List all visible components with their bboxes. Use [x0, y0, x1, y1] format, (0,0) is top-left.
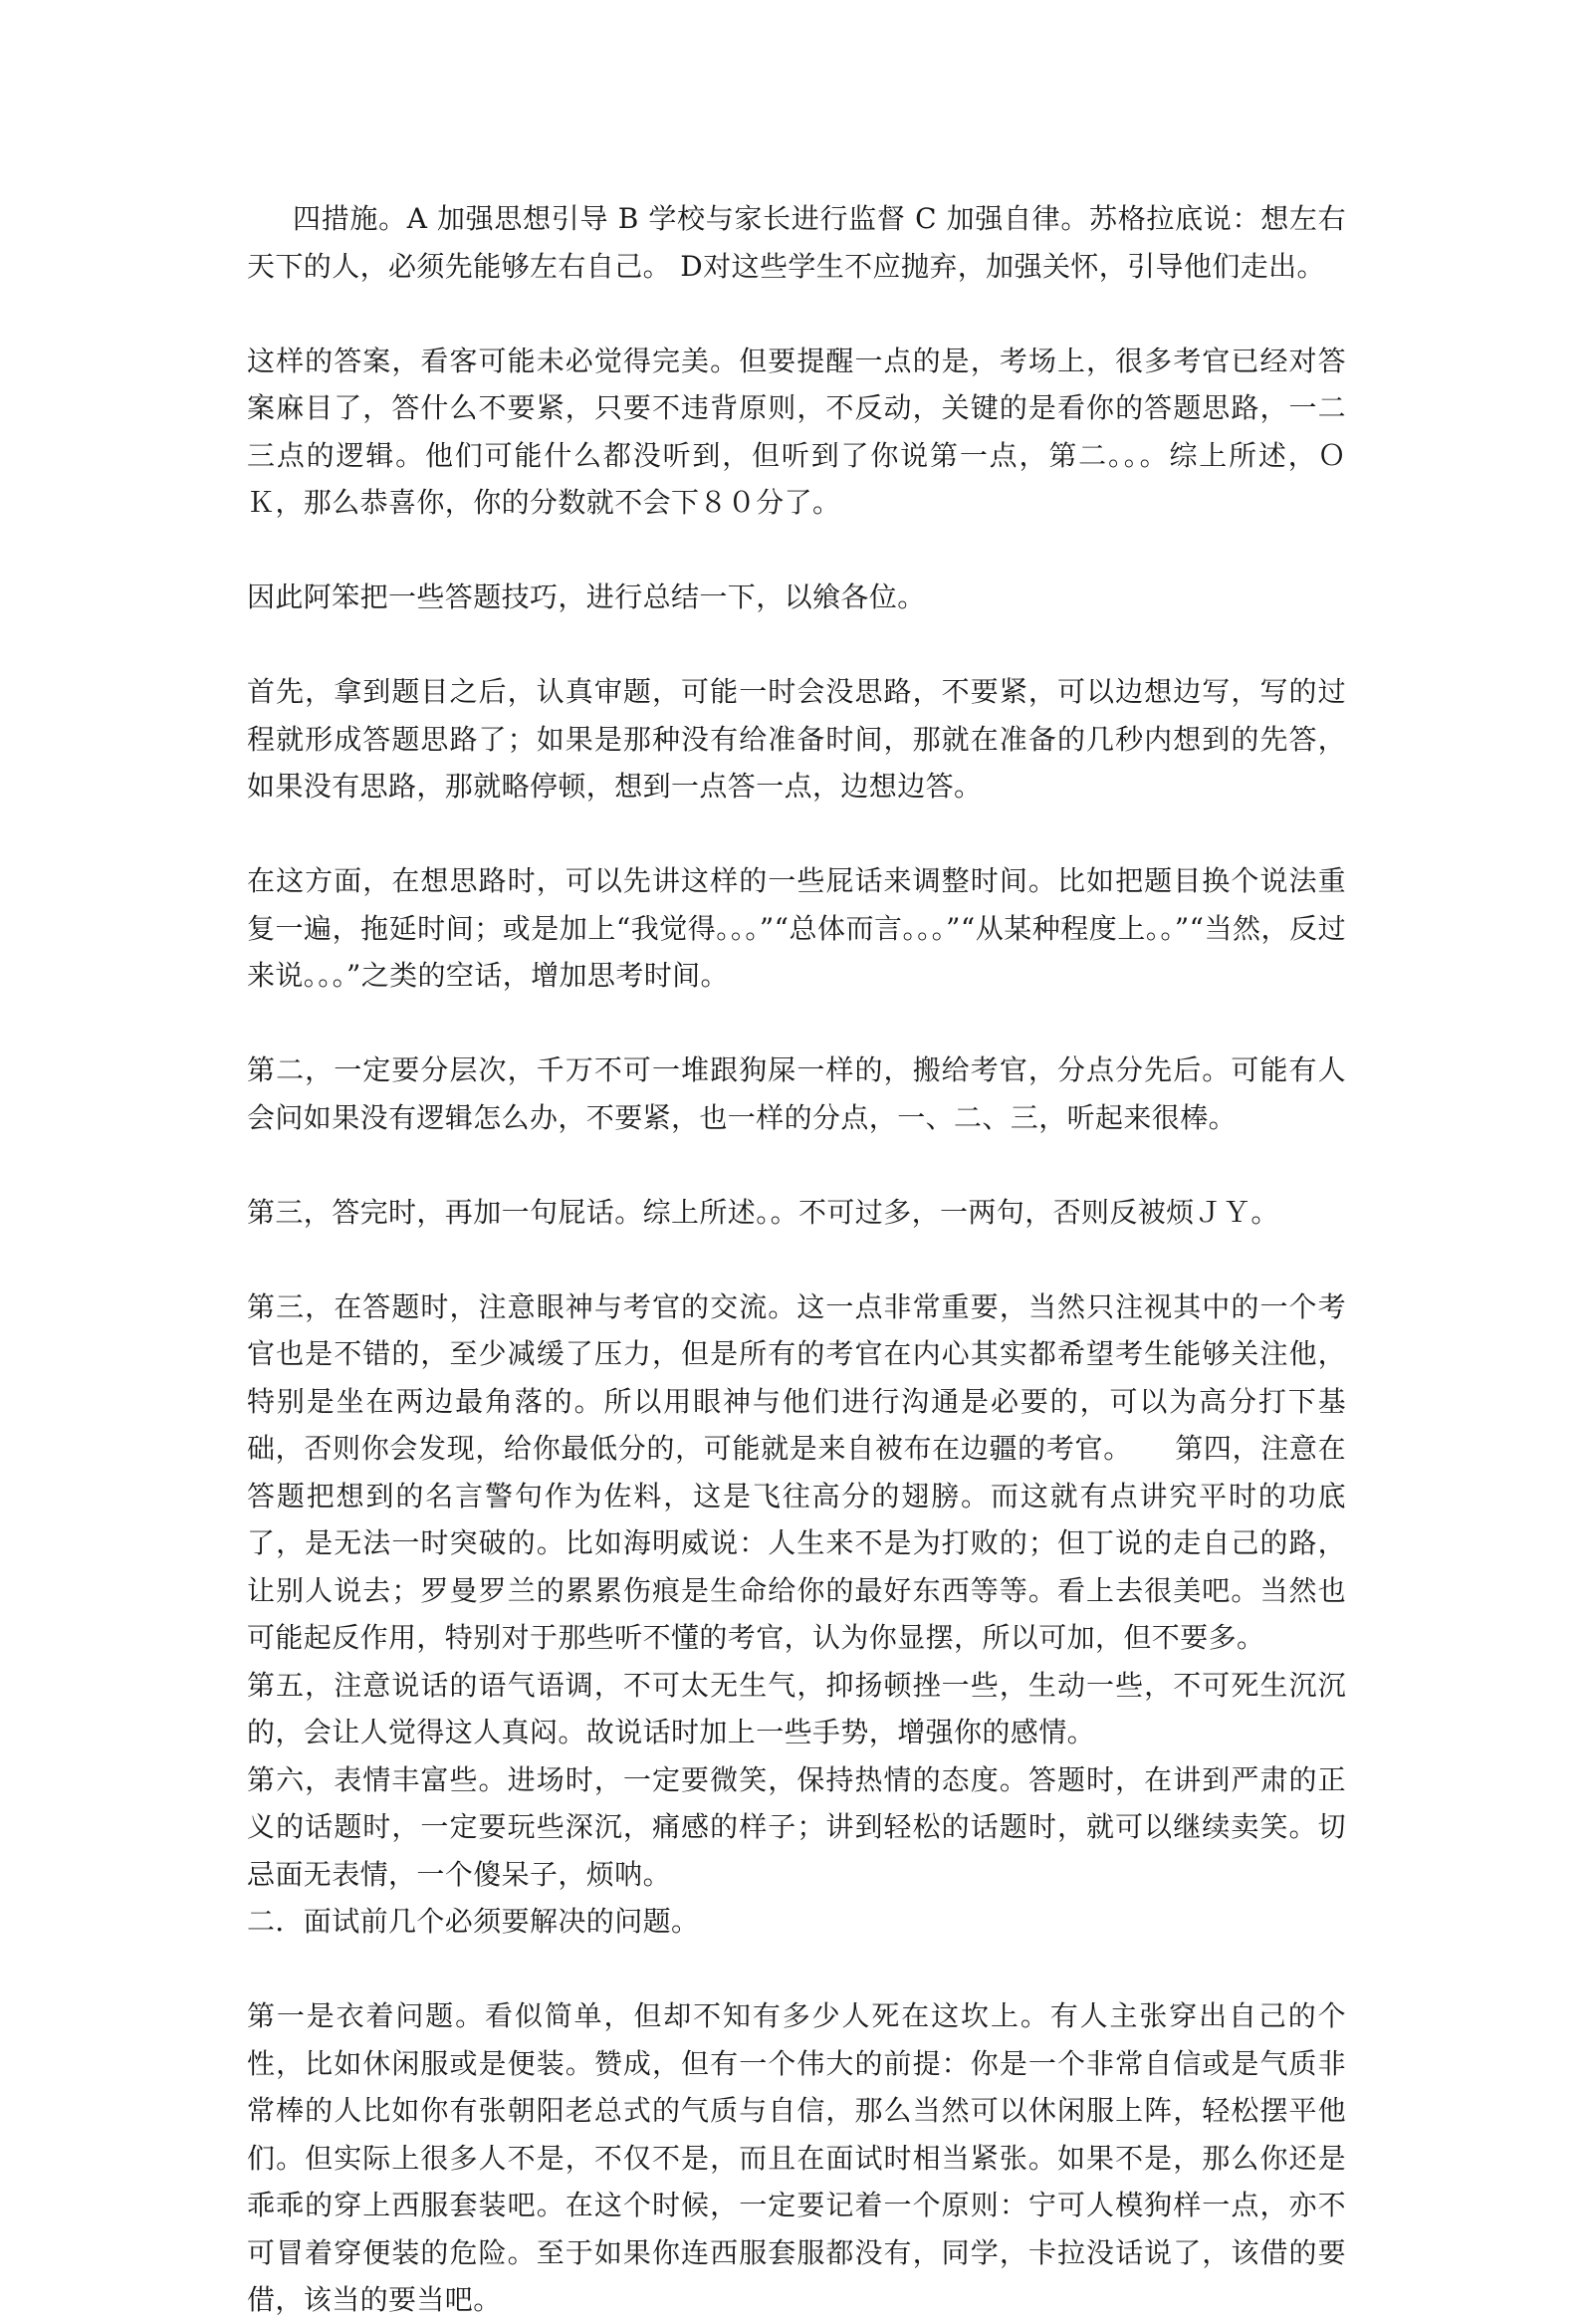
paragraph-tip-sixth-expression: 第六，表情丰富些。进场时，一定要微笑，保持热情的态度。答题时，在讲到严肃的正义的话题时，一定要玩些深沉，痛感的样子；讲到轻松的话题时，就可以继续卖笑。切忌面无表情，一个傻呆子，烦呐。 — [247, 1762, 1346, 1891]
paragraph-gap — [247, 290, 1346, 338]
paragraph-measures: 四措施。A 加强思想引导 B 学校与家长进行监督 C 加强自律。苏格拉底说：想左右天下的人，必须先能够左右自己。 D对这些学生不应抛弃，加强关怀，引导他们走出。 — [247, 202, 1346, 283]
paragraph-answer-comment: 这样的答案，看客可能未必觉得完美。但要提醒一点的是，考场上，很多考官已经对答案麻目了，答什么不要紧，只要不违背原则，不反动，关键的是看你的答题思路，一二三点的逻辑。他们可能什么都没听到，但听到了你说第一点，第二。。。综上所述，ＯＫ，那么恭喜你，你的分数就不会下８０分了。 — [247, 344, 1346, 519]
paragraph-gap — [247, 527, 1346, 575]
section-heading-pre-interview: 二．面试前几个必须要解决的问题。 — [247, 1905, 700, 1938]
paragraph-tip-fifth-tone: 第五，注意说话的语气语调，不可太无生气，抑扬顿挫一些，生动一些，不可死生沉沉的，会让人觉得这人真闷。故说话时加上一些手势，增强你的感情。 — [247, 1668, 1346, 1748]
paragraph-summary-intro: 因此阿笨把一些答题技巧，进行总结一下，以飨各位。 — [247, 581, 926, 613]
paragraph-gap — [247, 1946, 1346, 1993]
paragraph-gap — [247, 1141, 1346, 1189]
paragraph-gap — [247, 811, 1346, 858]
paragraph-gap — [247, 1000, 1346, 1047]
paragraph-tip-second: 第二，一定要分层次，千万不可一堆跟狗屎一样的，搬给考官，分点分先后。可能有人会问如果没有逻辑怎么办，不要紧，也一样的分点，一、二、三，听起来很棒。 — [247, 1053, 1346, 1134]
document-body — [247, 195, 1346, 2324]
paragraph-tip-first: 首先，拿到题目之后，认真审题，可能一时会没思路，不要紧，可以边想边写，写的过程就形成答题思路了；如果是那种没有给准备时间，那就在准备的几秒内想到的先答，如果没有思路，那就略停顿，想到一点答一点，边想边答。 — [247, 675, 1346, 803]
paragraph-tip-eye-contact-quotes: 第三，在答题时，注意眼神与考官的交流。这一点非常重要，当然只注视其中的一个考官也是不错的，至少减缓了压力，但是所有的考官在内心其实都希望考生能够关注他，特别是坐在两边最角落的。所以用眼神与他们进行沟通是必要的，可以为高分打下基础，否则你会发现，给你最低分的，可能就是来自被布在边疆的考官。 第四，注意在答题把想到的名言警句作为佐料，这是飞往高分的翅膀。而这就有点讲究平时的功底了，是无法一时突破的。比如海明威说：人生来不是为打败的；但丁说的走自己的路，让别人说去；罗曼罗兰的累累伤痕是生命给你的最好东西等等。看上去很美吧。当然也可能起反作用，特别对于那些听不懂的考官，认为你显摆，所以可加，但不要多。 — [247, 1289, 1346, 1654]
paragraph-tip-stalling: 在这方面，在想思路时，可以先讲这样的一些屁话来调整时间。比如把题目换个说法重复一遍，拖延时间；或是加上“我觉得。。。”“总体而言。。。”“从某种程度上。。”“当然，反过来说。。。”之类的空话，增加思考时间。 — [247, 864, 1346, 992]
paragraph-gap — [247, 1236, 1346, 1283]
paragraph-tip-third-closing: 第三，答完时，再加一句屁话。综上所述。。不可过多，一两句，否则反被烦ＪＹ。 — [247, 1195, 1279, 1229]
paragraph-clothing: 第一是衣着问题。看似简单，但却不知有多少人死在这坎上。有人主张穿出自己的个性，比如休闲服或是便装。赞成，但有一个伟大的前提：你是一个非常自信或是气质非常棒的人比如你有张朝阳老总式的气质与自信，那么当然可以休闲服上阵，轻松摆平他们。但实际上很多人不是，不仅不是，而且在面试时相当紧张。如果不是，那么你还是乖乖的穿上西服套装吧。在这个时候，一定要记着一个原则：宁可人模狗样一点，亦不可冒着穿便装的危险。至于如果你连西服套服都没有，同学，卡拉没话说了，该借的要借，该当的要当吧。 — [247, 1999, 1346, 2316]
paragraph-gap — [247, 621, 1346, 669]
